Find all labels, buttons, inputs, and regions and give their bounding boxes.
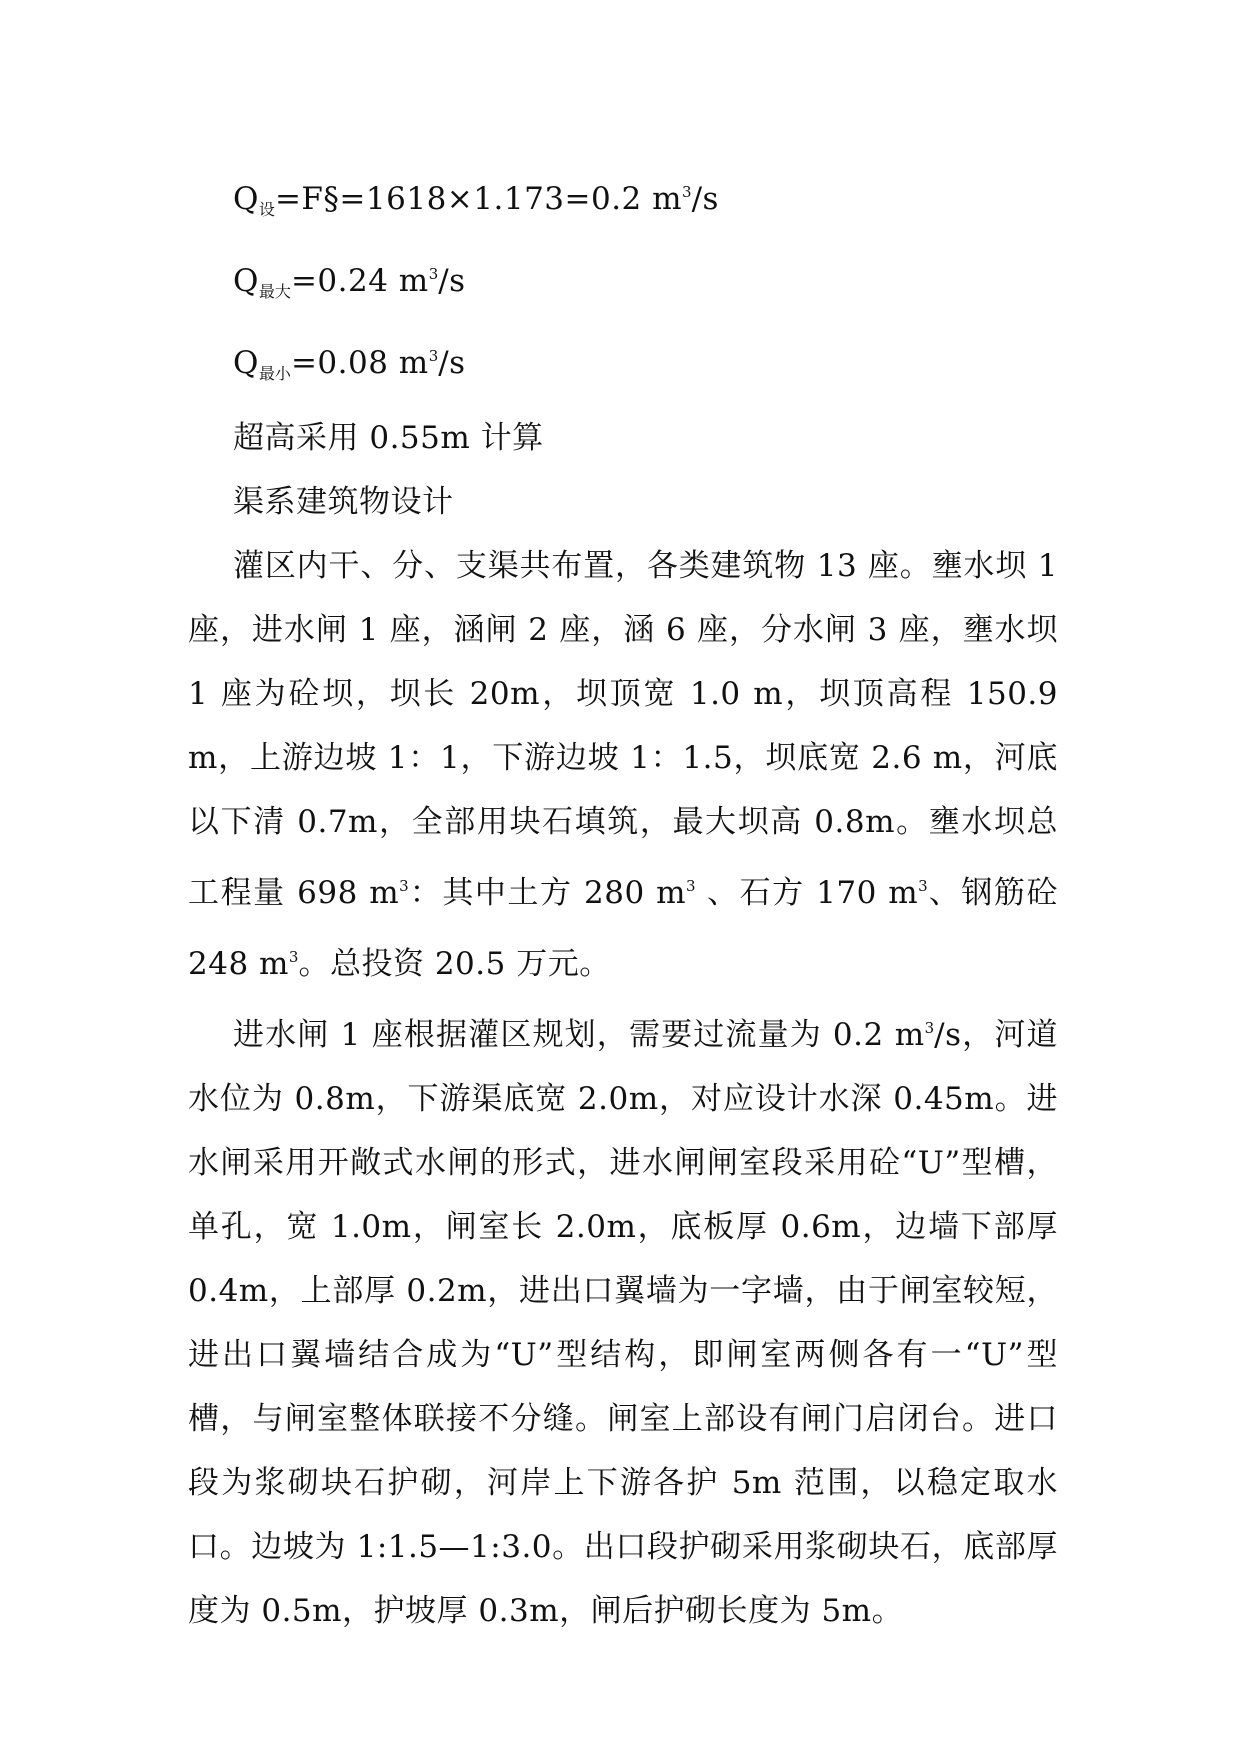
paragraph-text: 灌区内干、分、支渠共布置，各类建筑物 13 座。壅水坝 1 座，进水闸 1 座，涵闸 2 座，涵 6 座，分水闸 3 座，壅水坝 1 座为砼坝，坝长 20m，坝顶宽 1.0 m，坝顶高程 150.9 m，上游边坡 1：1，下游边坡 1：1.5，坝底宽 2.6 m，河底以下清 0.7m，全部用块石填筑，最大坝高 0.8m。壅水坝总工程量 698 m [188, 548, 1058, 911]
formula-q-design [188, 160, 1058, 242]
formula-expression: =F§=1618×1.173=0.2 m [274, 181, 683, 217]
section-title: 渠系建筑物设计 [233, 484, 454, 520]
superscript: 3 [288, 948, 299, 966]
formula-symbol: Q [233, 263, 259, 299]
paragraph-text: 。总投资 20.5 万元。 [298, 946, 611, 982]
superscript: 3 [686, 877, 696, 895]
formula-superscript: 3 [428, 347, 439, 365]
paragraph-text: 进水闸 1 座根据灌区规划，需要过流量为 0.2 m [233, 1017, 925, 1053]
paragraph-text: 、石方 170 m [695, 875, 919, 911]
paragraph-text: 、钢筋砼 248 m [188, 875, 1058, 982]
paragraph-dam [188, 534, 1058, 996]
formula-unit-tail: /s [438, 345, 466, 381]
formula-unit-tail: /s [691, 181, 719, 217]
formula-subscript: 最大 [258, 282, 291, 301]
formula-symbol: Q [233, 181, 259, 217]
superscript: 3 [399, 877, 409, 895]
superscript: 3 [924, 1019, 935, 1037]
formula-expression: =0.24 m [290, 263, 429, 299]
superscript: 3 [918, 877, 928, 895]
formula-superscript: 3 [428, 265, 439, 283]
paragraph-text: ：其中土方 280 m [408, 875, 687, 911]
document-body [188, 160, 1058, 1643]
formula-subscript: 设 [258, 200, 275, 219]
formula-symbol: Q [233, 345, 259, 381]
formula-expression: =0.08 m [290, 345, 429, 381]
paragraph-text: /s，河道水位为 0.8m，下游渠底宽 2.0m，对应设计水深 0.45m。进水闸采用开敞式水闸的形式，进水闸闸室段采用砼“U”型槽，单孔，宽 1.0m，闸室长 2.0m，底板厚 0.6m，边墙下部厚 0.4m，上部厚 0.2m，进出口翼墙为一字墙，由于闸室较短，进出口翼墙结合成为“U”型结构，即闸室两侧各有一“U”型槽，与闸室整体联接不分缝。闸室上部设有闸门启闭台。进口段为浆砌块石护砌，河岸上下游各护 5m 范围，以稳定取水口。边坡为 1:1.5—1:3.0。出口段护砌采用浆砌块石，底部厚度为 0.5m，护坡厚 0.3m，闸后护砌长度为 5m。 [188, 1017, 1058, 1629]
paragraph-intake-gate [188, 996, 1058, 1643]
formula-q-min [188, 324, 1058, 406]
freeboard-line: 超高采用 0.55m 计算 [233, 420, 544, 456]
formula-q-max [188, 242, 1058, 324]
formula-unit-tail: /s [438, 263, 466, 299]
formula-superscript: 3 [682, 183, 692, 201]
formula-subscript: 最小 [258, 364, 291, 383]
